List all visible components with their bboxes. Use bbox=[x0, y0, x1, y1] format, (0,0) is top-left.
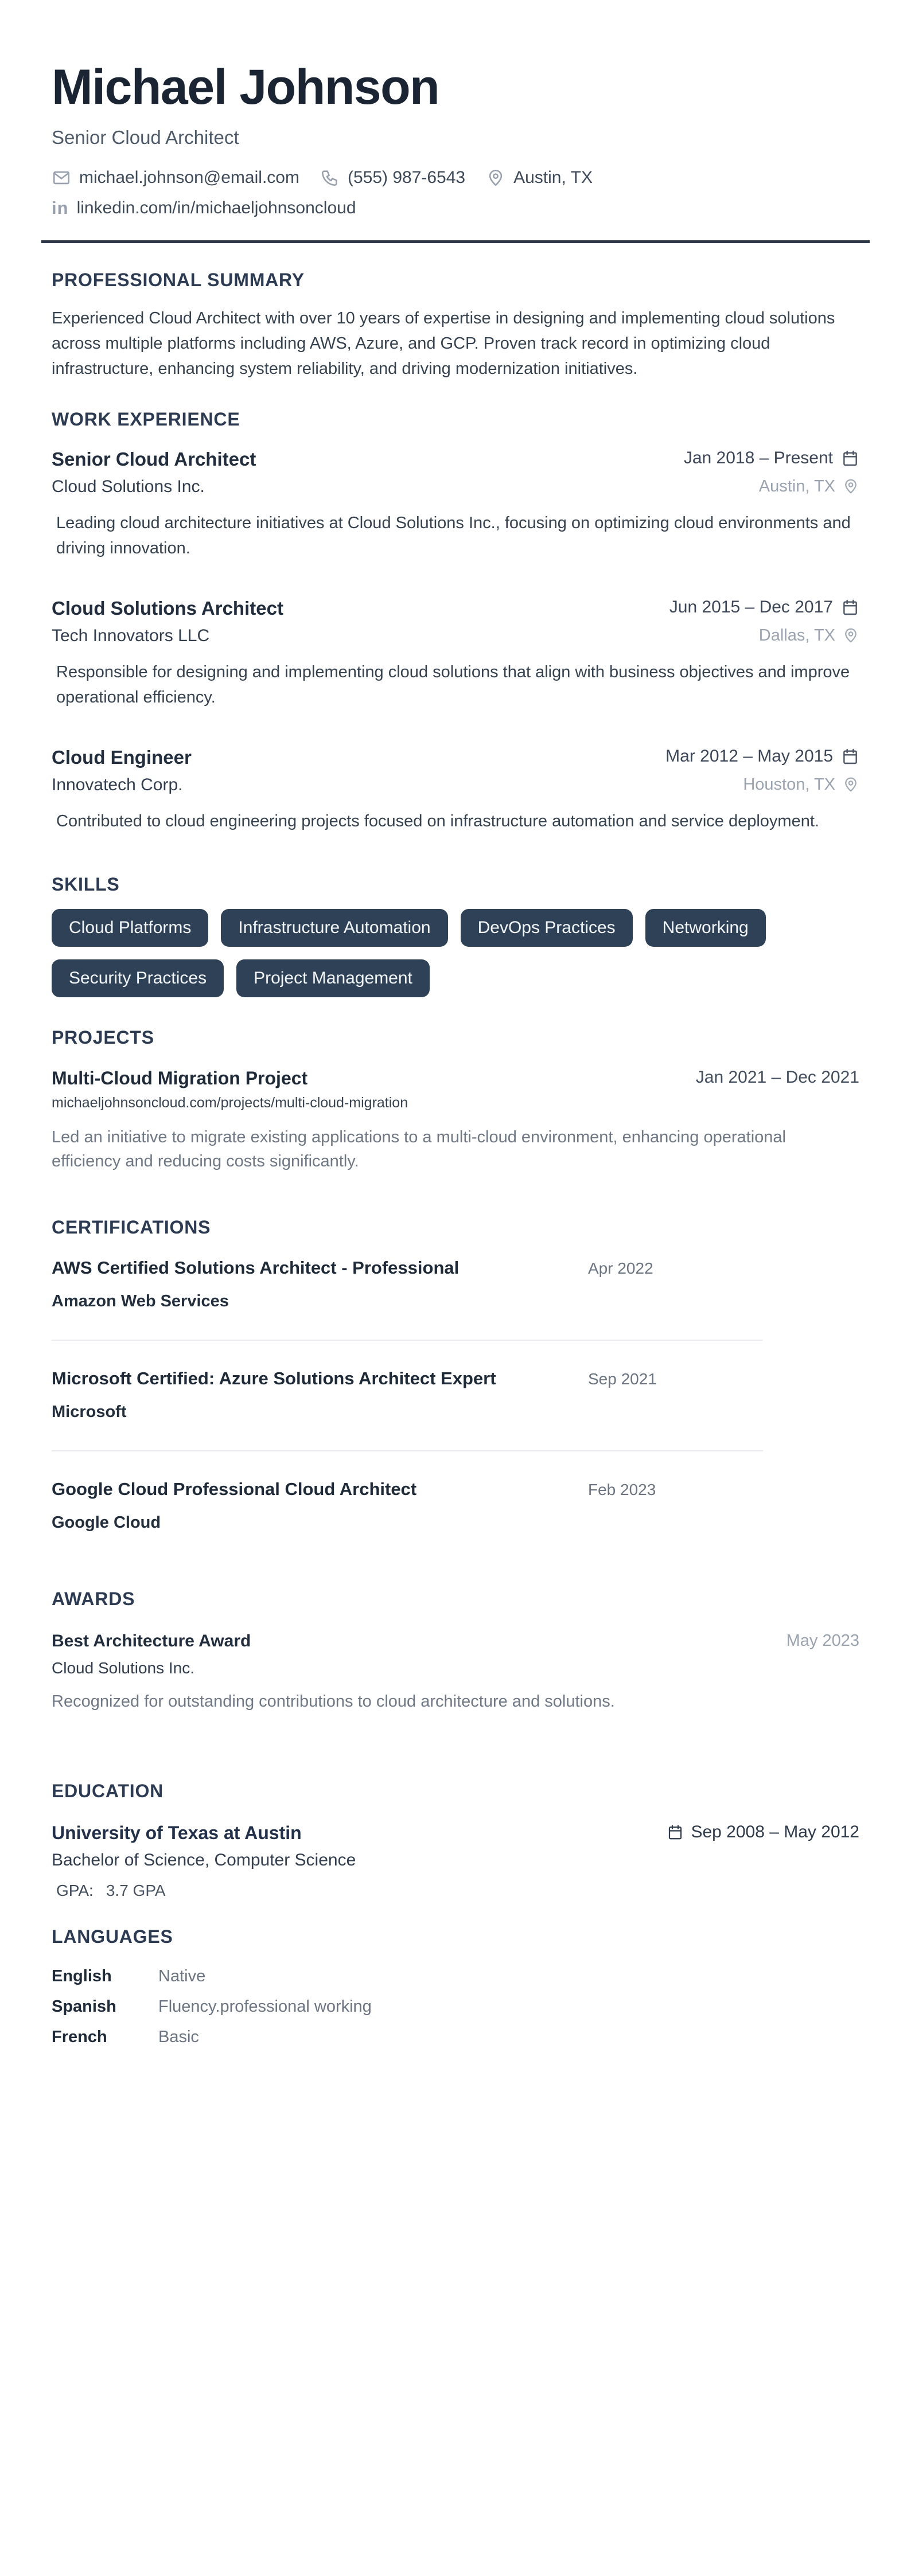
contact-phone-text: (555) 987-6543 bbox=[347, 167, 466, 187]
job-entry bbox=[52, 747, 859, 834]
projects-heading: PROJECTS bbox=[52, 1027, 154, 1048]
skill-tag: Project Management bbox=[236, 959, 430, 997]
education-heading: EDUCATION bbox=[52, 1780, 164, 1801]
certification-entry bbox=[52, 1368, 859, 1422]
skill-tag: Infrastructure Automation bbox=[221, 909, 447, 947]
skills-heading: SKILLS bbox=[52, 873, 120, 895]
language-row bbox=[52, 1997, 859, 2016]
job-title: Senior Cloud Architect bbox=[52, 448, 256, 470]
job-title: Cloud Solutions Architect bbox=[52, 597, 283, 619]
award-name: Best Architecture Award bbox=[52, 1631, 251, 1650]
location-pin-icon bbox=[842, 627, 859, 644]
job-location-text: Houston, TX bbox=[743, 775, 835, 794]
education-school: University of Texas at Austin bbox=[52, 1822, 302, 1843]
award-description: Recognized for outstanding contributions to cloud architecture and solutions. bbox=[52, 1692, 615, 1711]
certifications-heading: CERTIFICATIONS bbox=[52, 1216, 211, 1238]
certification-name: AWS Certified Solutions Architect - Professional bbox=[52, 1257, 460, 1278]
skill-tag: Networking bbox=[645, 909, 766, 947]
certification-date: Sep 2021 bbox=[588, 1369, 657, 1388]
calendar-icon bbox=[841, 747, 859, 766]
calendar-icon bbox=[667, 1824, 684, 1841]
contact-phone bbox=[320, 168, 465, 188]
job-description: Contributed to cloud engineering projects focused on infrastructure automation and service deployment. bbox=[56, 811, 819, 830]
skill-tag: Security Practices bbox=[52, 959, 224, 997]
skill-tag-list bbox=[52, 909, 859, 997]
education-entry bbox=[52, 1822, 859, 1900]
section-languages bbox=[52, 1926, 859, 2047]
mail-icon bbox=[52, 168, 71, 188]
job-dates-text: Mar 2012 – May 2015 bbox=[665, 746, 833, 766]
contact-row-primary bbox=[52, 168, 859, 188]
project-dates: Jan 2021 – Dec 2021 bbox=[695, 1067, 859, 1087]
certification-divider bbox=[52, 1340, 763, 1341]
contact-linkedin-text: linkedin.com/in/michaeljohnsoncloud bbox=[76, 198, 356, 217]
location-pin-icon bbox=[842, 776, 859, 793]
language-level: Basic bbox=[158, 2027, 199, 2046]
summary-text: Experienced Cloud Architect with over 10 years of expertise in designing and implementing cloud solutions across multiple platforms including AWS, Azure, and GCP. Proven track record in optimizing cloud infrastructure, enhancing system reliability, and driving modernization initiatives. bbox=[52, 309, 835, 378]
job-location bbox=[759, 477, 859, 496]
award-entry bbox=[52, 1632, 859, 1713]
job-entry bbox=[52, 448, 859, 561]
location-pin-icon bbox=[486, 168, 505, 188]
project-name: Multi-Cloud Migration Project bbox=[52, 1067, 308, 1088]
award-issuer: Cloud Solutions Inc. bbox=[52, 1658, 195, 1677]
certification-date: Apr 2022 bbox=[588, 1259, 653, 1277]
page-title: Michael Johnson bbox=[52, 60, 439, 115]
contact-row-secondary bbox=[52, 198, 859, 218]
certification-issuer: Google Cloud bbox=[52, 1513, 161, 1532]
resume-header bbox=[52, 61, 859, 218]
certification-issuer: Amazon Web Services bbox=[52, 1291, 229, 1310]
contact-info bbox=[52, 168, 859, 218]
education-gpa bbox=[52, 1882, 859, 1900]
contact-location-text: Austin, TX bbox=[513, 167, 593, 187]
job-dates bbox=[684, 448, 859, 468]
header-divider bbox=[41, 240, 870, 243]
experience-heading: WORK EXPERIENCE bbox=[52, 408, 240, 430]
calendar-icon bbox=[841, 598, 859, 616]
gpa-label: GPA: bbox=[56, 1881, 94, 1899]
gpa-value: 3.7 GPA bbox=[106, 1881, 166, 1899]
skill-tag: Cloud Platforms bbox=[52, 909, 208, 947]
certification-entry bbox=[52, 1479, 859, 1532]
languages-heading: LANGUAGES bbox=[52, 1926, 173, 1947]
language-name: French bbox=[52, 2027, 107, 2046]
phone-icon bbox=[320, 168, 340, 188]
job-description: Leading cloud architecture initiatives at Cloud Solutions Inc., focusing on optimizing cloud environments and driving innovation. bbox=[56, 513, 851, 557]
linkedin-icon: in bbox=[52, 197, 69, 218]
job-title-subtitle: Senior Cloud Architect bbox=[52, 126, 239, 148]
summary-heading: PROFESSIONAL SUMMARY bbox=[52, 269, 305, 290]
job-dates bbox=[665, 747, 859, 766]
section-education bbox=[52, 1781, 859, 1900]
education-degree: Bachelor of Science, Computer Science bbox=[52, 1850, 356, 1869]
education-dates-text: Sep 2008 – May 2012 bbox=[691, 1822, 859, 1841]
job-location-text: Dallas, TX bbox=[758, 626, 835, 645]
job-company: Cloud Solutions Inc. bbox=[52, 477, 205, 496]
job-description: Responsible for designing and implementing cloud solutions that align with business objectives and improve operational efficiency. bbox=[56, 662, 850, 707]
education-dates bbox=[667, 1822, 859, 1842]
award-date: May 2023 bbox=[786, 1631, 859, 1650]
contact-location bbox=[486, 168, 593, 188]
section-projects bbox=[52, 1027, 859, 1173]
language-level: Fluency.professional working bbox=[158, 1997, 372, 2016]
job-dates-text: Jan 2018 – Present bbox=[683, 448, 833, 467]
calendar-icon bbox=[841, 449, 859, 467]
location-pin-icon bbox=[842, 478, 859, 495]
section-professional-summary bbox=[52, 270, 859, 381]
certification-date: Feb 2023 bbox=[588, 1480, 656, 1498]
section-work-experience bbox=[52, 409, 859, 834]
project-entry bbox=[52, 1068, 859, 1173]
certification-issuer: Microsoft bbox=[52, 1402, 127, 1421]
certification-entry bbox=[52, 1258, 859, 1311]
language-list bbox=[52, 1967, 859, 2047]
language-row bbox=[52, 2028, 859, 2047]
language-row bbox=[52, 1967, 859, 1986]
job-location bbox=[759, 626, 859, 645]
project-url[interactable]: michaeljohnsoncloud.com/projects/multi-cloud-migration bbox=[52, 1094, 408, 1111]
contact-email[interactable] bbox=[52, 168, 299, 188]
section-skills bbox=[52, 874, 859, 997]
skill-tag: DevOps Practices bbox=[461, 909, 633, 947]
contact-email-text: michael.johnson@email.com bbox=[79, 167, 299, 187]
job-location bbox=[743, 775, 859, 794]
language-level: Native bbox=[158, 1966, 206, 1985]
project-description: Led an initiative to migrate existing applications to a multi-cloud environment, enhancing operational efficiency and reducing costs significantly. bbox=[52, 1127, 786, 1170]
language-name: Spanish bbox=[52, 1997, 116, 2016]
certification-name: Google Cloud Professional Cloud Architect bbox=[52, 1478, 417, 1499]
job-company: Tech Innovators LLC bbox=[52, 626, 210, 645]
contact-linkedin[interactable] bbox=[52, 198, 356, 218]
section-certifications bbox=[52, 1217, 859, 1532]
awards-heading: AWARDS bbox=[52, 1588, 135, 1609]
job-dates-text: Jun 2015 – Dec 2017 bbox=[669, 597, 833, 616]
language-name: English bbox=[52, 1966, 112, 1985]
section-awards bbox=[52, 1588, 859, 1713]
certification-divider bbox=[52, 1450, 763, 1451]
job-title: Cloud Engineer bbox=[52, 746, 192, 768]
certification-name: Microsoft Certified: Azure Solutions Architect Expert bbox=[52, 1368, 496, 1388]
job-entry bbox=[52, 598, 859, 710]
job-dates bbox=[669, 598, 859, 617]
job-company: Innovatech Corp. bbox=[52, 775, 183, 794]
job-location-text: Austin, TX bbox=[758, 477, 835, 495]
